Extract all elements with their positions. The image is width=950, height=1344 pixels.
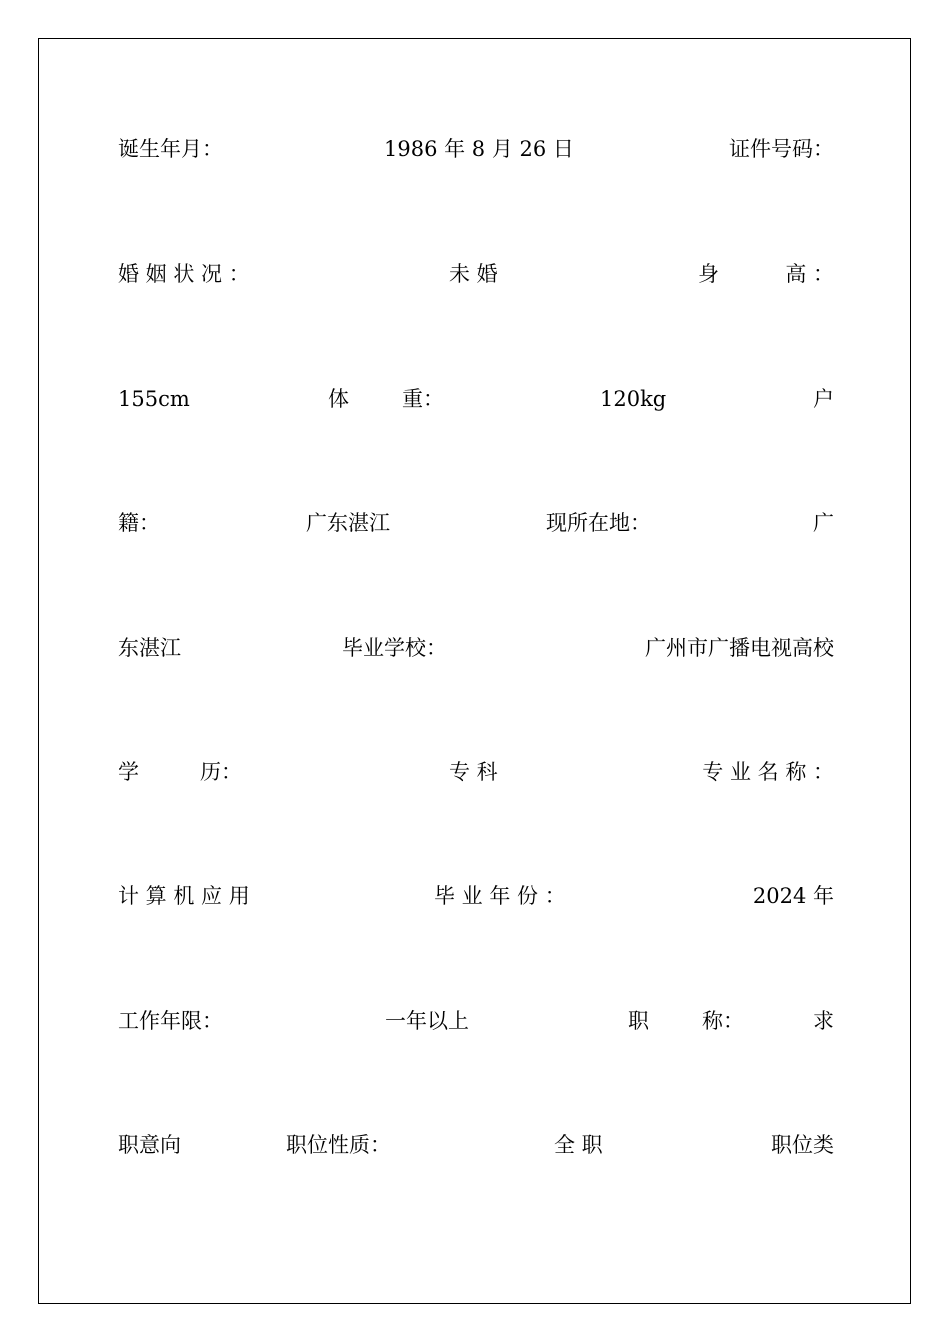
work-years-value: 一年以上 [385,1009,469,1033]
job-nature-label: 职位性质： [286,1133,391,1157]
height-label-part1: 身 [698,262,719,286]
major-value: 计 算 机 应 用 [118,884,250,908]
height-label-part2: 高 ： [785,262,834,286]
line-hukou [118,508,834,538]
graduation-year-label: 毕 业 年 份 ： [434,884,566,908]
marital-status-label: 婚 姻 状 况 ： [118,262,250,286]
page-border [38,38,911,1304]
line-major [118,881,834,911]
hukou-label-end: 籍： [118,511,160,535]
school-value: 广州市广播电视高校 [645,636,834,660]
hukou-value: 广东湛江 [306,511,390,535]
current-location-label: 现所在地： [546,511,651,535]
height-value: 155cm [118,387,190,411]
line-school [118,633,834,663]
job-intention-label-end: 职意向 [118,1133,181,1157]
work-years-label: 工作年限： [118,1009,223,1033]
line-job-nature [118,1130,834,1160]
marital-status-value: 未 婚 [449,262,498,286]
title-label-part2: 称： [702,1009,744,1033]
job-intention-label-start: 求 [813,1009,834,1033]
line-birth-date [118,134,834,164]
birth-date-label: 诞生年月： [118,137,223,161]
education-label-part2: 历： [200,760,242,784]
hukou-label-start: 户 [813,387,834,411]
id-number-label: 证件号码： [729,137,834,161]
title-label-part1: 职 [628,1009,649,1033]
current-location-value-end: 东湛江 [118,636,181,660]
job-nature-value: 全 职 [554,1133,603,1157]
graduation-year-value: 2024 年 [752,884,834,908]
line-education [118,757,834,787]
major-label: 专 业 名 称 ： [702,760,834,784]
line-marital-status [118,259,834,289]
weight-label-part1: 体 [328,387,349,411]
current-location-value-start: 广 [813,511,834,535]
line-work-years [118,1006,834,1036]
weight-label-part2: 重： [402,387,444,411]
job-category-label: 职位类 [771,1133,834,1157]
birth-date-value: 1986 年 8 月 26 日 [384,137,574,161]
education-value: 专 科 [449,760,498,784]
weight-value: 120kg [600,387,667,411]
education-label-part1: 学 [118,760,139,784]
school-label: 毕业学校： [342,636,447,660]
line-height-weight [118,384,834,414]
